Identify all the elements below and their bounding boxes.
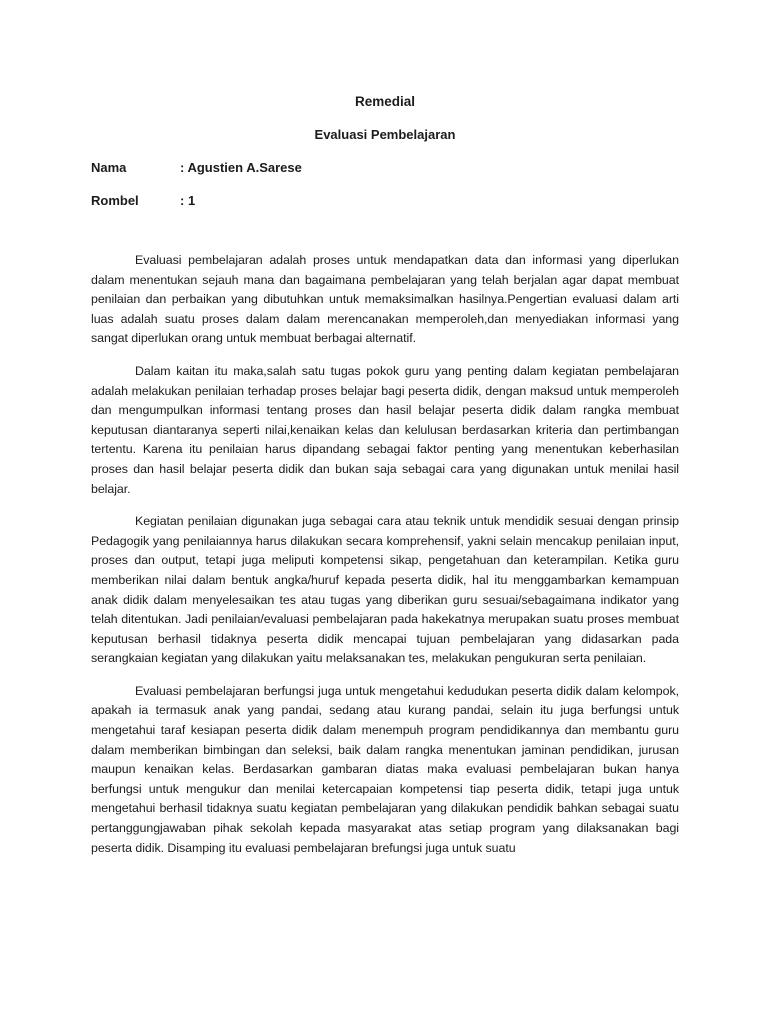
name-row [91,159,679,177]
rombel-value: : 1 [180,193,196,208]
rombel-label: Rombel [91,193,139,208]
rombel-row [91,192,679,210]
paragraph: Kegiatan penilaian digunakan juga sebagai cara atau teknik untuk mendidik sesuai dengan prinsip Pedagogik yang penilaiannya harus dilakukan secara komprehensif, yakni selain mencakup penilaian input, proses dan output, tetapi juga meliputi kompetensi sikap, pengetahuan dan keterampilan. Ketika guru memberikan nilai dalam bentuk angka/huruf kepada peserta didik, hal itu menggambarkan kemampuan anak didik dalam menyelesaikan tes atau tugas yang diberikan guru sesuai/sebagaimana indikator yang telah ditentukan. Jadi penilaian/evaluasi pembelajaran pada hakekatnya merupakan suatu proses membuat keputusan berhasil tidaknya peserta didik mencapai tujuan pembelajaran yang didasarkan pada serangkaian kegiatan yang dilakukan yaitu melaksanakan tes, melakukan pengukuran serta penilaian. [91,514,679,666]
name-value: : Agustien A.Sarese [180,160,302,175]
paragraph: Evaluasi pembelajaran adalah proses untuk mendapatkan data dan informasi yang diperlukan dalam menentukan sejauh mana dan bagaimana pembelajaran yang telah berjalan agar dapat membuat penilaian dan perbaikan yang dibutuhkan untuk memaksimalkan hasilnya.Pengertian evaluasi dalam arti luas adalah suatu proses dalam dalam merencanakan memperoleh,dan menyediakan informasi yang sangat diperlukan orang untuk membuat berbagai alternatif. [91,253,679,346]
document-subtitle: Evaluasi Pembelajaran [314,127,456,142]
name-label: Nama [91,160,127,175]
document-title: Remedial [354,94,416,109]
paragraph: Evaluasi pembelajaran berfungsi juga untuk mengetahui kedudukan peserta didik dalam kelompok, apakah ia termasuk anak yang pandai, sedang atau kurang pandai, selain itu juga berfungsi untuk mengetahui taraf kesiapan peserta didik dalam menempuh program pendidikannya dan membantu guru dalam memberikan bimbingan dan seleksi, baik dalam rangka menentukan jaminan pendidikan, jurusan maupun kenaikan kelas. Berdasarkan gambaran diatas maka evaluasi pembelajaran bukan hanya berfungsi untuk mengukur dan menilai ketercapaian kompetensi tiap peserta didik, tetapi juga untuk mengetahui berhasil tidaknya suatu kegiatan pembelajaran yang dilakukan pendidik bahkan sebagai suatu pertanggungjawaban pihak sekolah kepada masyarakat atas setiap program yang dilaksanakan bagi peserta didik. Disamping itu evaluasi pembelajaran brefungsi juga untuk suatu [91,683,679,855]
document-body [91,251,679,858]
paragraph: Dalam kaitan itu maka,salah satu tugas pokok guru yang penting dalam kegiatan pembelajaran adalah melakukan penilaian terhadap proses belajar bagi peserta didik, dengan maksud untuk memperoleh dan mengumpulkan informasi tentang proses dan hasil belajar peserta didik dalam rangka membuat keputusan diantaranya seperti nilai,kenaikan kelas dan kelulusan berdasarkan kriteria dan pertimbangan tertentu. Karena itu penilaian harus dipandang sebagai faktor penting yang menentukan keberhasilan proses dan hasil belajar peserta didik dan bukan saja sebagai cara yang digunakan untuk menilai hasil belajar. [91,363,679,496]
